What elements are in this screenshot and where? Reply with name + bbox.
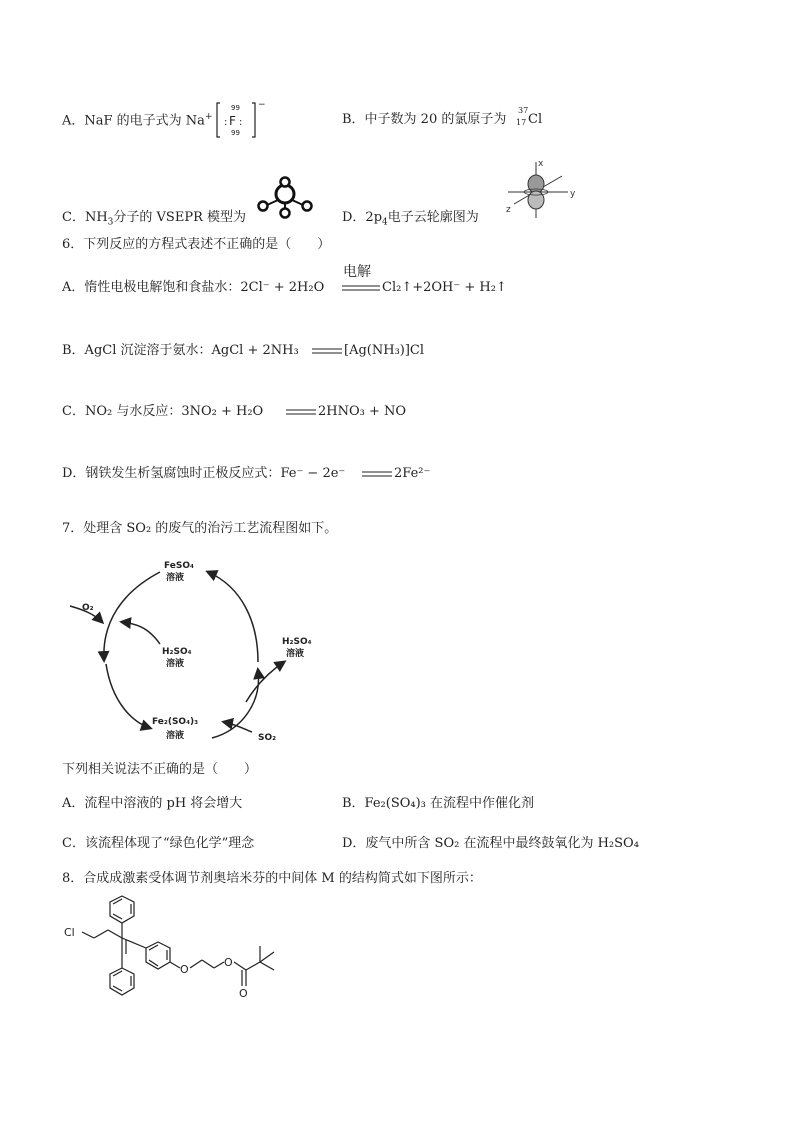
atom-chlorine: Cl [64,926,75,939]
node-h2so4-outer: H₂SO₄ [282,637,312,647]
q7-option-d: D．废气中所含 SO₂ 在流程中最终鼓氧化为 H₂SO₄ [342,836,639,851]
svg-text::: : [224,117,228,128]
node-h2so4-inner: H₂SO₄ [162,647,192,657]
node-h2so4-outer-solution: 溶液 [286,649,305,659]
node-feso4-solution: 溶液 [166,573,185,583]
q5-option-d [342,210,479,228]
q5-option-a [62,112,212,129]
q6-b-equal-sign [312,347,342,355]
naf-electron-dot-figure [214,100,266,140]
q6-a-lhs: 2Cl⁻ + 2H₂O [240,280,325,295]
q7-option-b: B．Fe₂(SO₄)₃ 在流程中作催化剂 [342,796,535,811]
node-fe2so43-solution: 溶液 [166,731,185,741]
axis-y-label: y [570,189,576,199]
q6-option-d [62,466,345,482]
q5-d-pre: D．2p [342,210,383,225]
q7-option-a: A．流程中溶液的 pH 将会增大 [62,796,243,811]
q7-question: 下列相关说法不正确的是（ ） [62,762,258,777]
svg-text:99: 99 [231,129,240,137]
node-h2so4-inner-solution: 溶液 [166,659,185,669]
p-orbital-figure [500,158,584,222]
q5-option-b [342,112,506,128]
q5-option-a-charge: + [204,112,213,122]
q6-c-rhs: 2HNO₃ + NO [318,404,407,419]
electrolysis-condition: 电解 [343,264,371,280]
q6-a-label: A．惰性电极电解饱和食盐水： [62,280,241,295]
q6-d-label: D．钢铁发生析氢腐蚀时正极反应式： [62,466,281,481]
q6-d-lhs: Fe⁻ − 2e⁻ [280,466,346,481]
q6-d-rhs: 2Fe²⁻ [394,466,431,481]
q5-option-a-text: A．NaF 的电子式为 Na [62,113,205,129]
q5-c-pre: C．NH [62,210,108,225]
atom-ester-oxygen: O [224,956,233,969]
node-feso4: FeSO₄ [164,561,194,571]
q7-stem: 7．处理含 SO₂ 的废气的治污工艺流程图如下。 [62,521,338,536]
q6-c-equal-sign [286,408,316,416]
q6-option-b [62,343,299,359]
compound-m-structure [62,896,302,1014]
so2-flow-diagram [62,552,322,752]
axis-z-label: z [506,205,511,215]
q6-stem: 6．下列反应的方程式表述不正确的是（ ） [62,237,331,252]
mass-number: 37 [518,106,529,115]
svg-text::: : [239,117,243,128]
chlorine-symbol: Cl [528,112,543,127]
q6-c-label: C．NO₂ 与水反应： [62,404,182,419]
q6-a-equal-sign [342,284,380,292]
axis-x-label: x [538,159,544,169]
svg-text:−: − [258,100,266,110]
atom-carbonyl-oxygen: O [239,987,248,1000]
q6-b-lhs: AgCl + 2NH₃ [211,343,299,358]
svg-text:99: 99 [231,104,240,112]
atomic-number: 17 [516,118,527,127]
q5-c-sub: 3 [107,217,114,228]
q6-b-rhs: [Ag(NH₃)]Cl [344,343,425,358]
q5-d-sub: 4 [382,217,388,228]
q6-b-label: B．AgCl 沉淀溶于氨水： [62,343,212,358]
q6-a-rhs: Cl₂↑+2OH⁻ + H₂↑ [382,280,507,295]
atom-ether-oxygen: O [180,963,189,976]
node-o2: O₂ [82,603,94,613]
node-fe2so43: Fe₂(SO₄)₃ [152,717,199,727]
q5-c-post: 分子的 VSEPR 模型为 [113,210,246,225]
q5-option-b-text: B．中子数为 20 的氯原子为 [342,112,507,127]
fluorine-symbol: F [229,114,236,128]
q5-d-post: 电子云轮廓图为 [387,210,479,225]
q6-option-a [62,280,324,296]
q7-option-c: C．该流程体现了“绿色化学”理念 [62,836,255,851]
vsepr-model-figure [254,178,316,220]
q6-d-equal-sign [362,470,392,478]
q6-option-c [62,404,263,420]
q6-c-lhs: 3NO₂ + H₂O [181,404,264,419]
node-so2: SO₂ [258,733,277,743]
q5-option-c [62,210,246,228]
q8-stem: 8．合成成激素受体调节剂奥培米芬的中间体 M 的结构简式如下图所示： [62,871,482,886]
